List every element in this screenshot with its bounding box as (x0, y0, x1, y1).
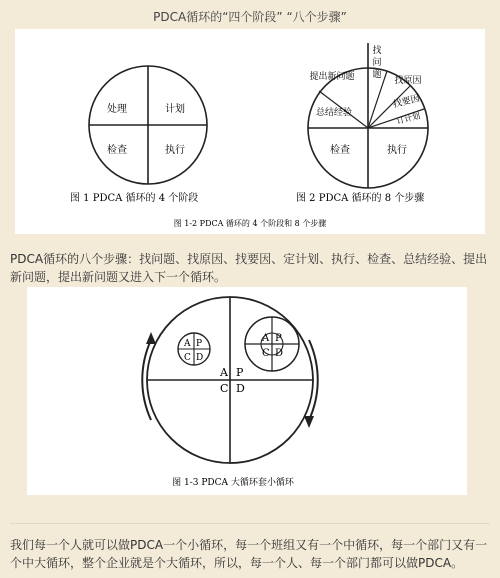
small-d: D (196, 353, 204, 363)
figure-panel-top (15, 29, 485, 234)
step-do: 执行 (387, 145, 407, 156)
medium-d: D (275, 348, 284, 359)
svg-text:问: 问 (372, 58, 382, 68)
quadrant-do: 执行 (165, 145, 185, 156)
step-new-problem: 提出新问题 (309, 72, 355, 82)
medium-c: C (262, 348, 270, 359)
step-summary: 总结经验 (315, 108, 353, 118)
step-find-problem-vertical: 找 (372, 46, 382, 56)
figure2-caption: 图 2 PDCA 循环的 8 个步骤 (296, 193, 425, 204)
small-c: C (184, 353, 191, 363)
quadrant-act: 处理 (107, 104, 127, 115)
big-p: P (236, 366, 244, 379)
medium-p: P (275, 333, 282, 344)
paragraph-eight-steps: PDCA循环的八个步骤：找问题、找原因、找要因、定计划、执行、检查、总结经验、提出新问题，提出新问题又进入下一个循环。 (10, 252, 488, 284)
left-arrow-head (146, 332, 156, 344)
figure-panel-bottom (27, 287, 467, 495)
step-check: 检查 (330, 145, 350, 156)
quadrant-plan: 计划 (165, 104, 185, 115)
small-p: P (196, 339, 203, 349)
step-make-plan: 订计划 (395, 111, 422, 126)
pdca-nested-loops-svg (27, 287, 467, 495)
big-c: C (220, 382, 229, 395)
figure1-caption: 图 1 PDCA 循环的 4 个阶段 (70, 193, 199, 204)
big-d: D (236, 382, 245, 395)
big-a: A (220, 366, 228, 379)
figure-group-caption: 图 1-2 PDCA 循环的 4 个阶段和 8 个步骤 (173, 219, 327, 228)
paragraph-everyone-pdca: 我们每一个人就可以做PDCA一个小循环，每一个班组又有一个中循环，每一个部门又有一个中大循环，整个企业就是个大循环，所以，每一个人、每一个部门都可以做PDCA。 (10, 538, 488, 570)
page-title: PDCA循环的“四个阶段” “八个步骤” (153, 10, 347, 24)
quadrant-check: 检查 (107, 145, 127, 156)
step-find-cause: 找原因 (394, 76, 422, 86)
medium-a: A (262, 333, 270, 344)
figure3-caption: 图 1-3 PDCA 大循环套小循环 (172, 478, 294, 488)
right-arrow-head (304, 416, 314, 428)
figure1-diagram (70, 66, 207, 204)
small-a: A (184, 339, 191, 349)
pdca-diagrams-svg (15, 29, 485, 234)
figure2-diagram (15, 29, 428, 204)
divider (10, 523, 490, 524)
svg-text:题: 题 (372, 70, 382, 80)
step-main-cause: 找要因 (392, 93, 421, 111)
